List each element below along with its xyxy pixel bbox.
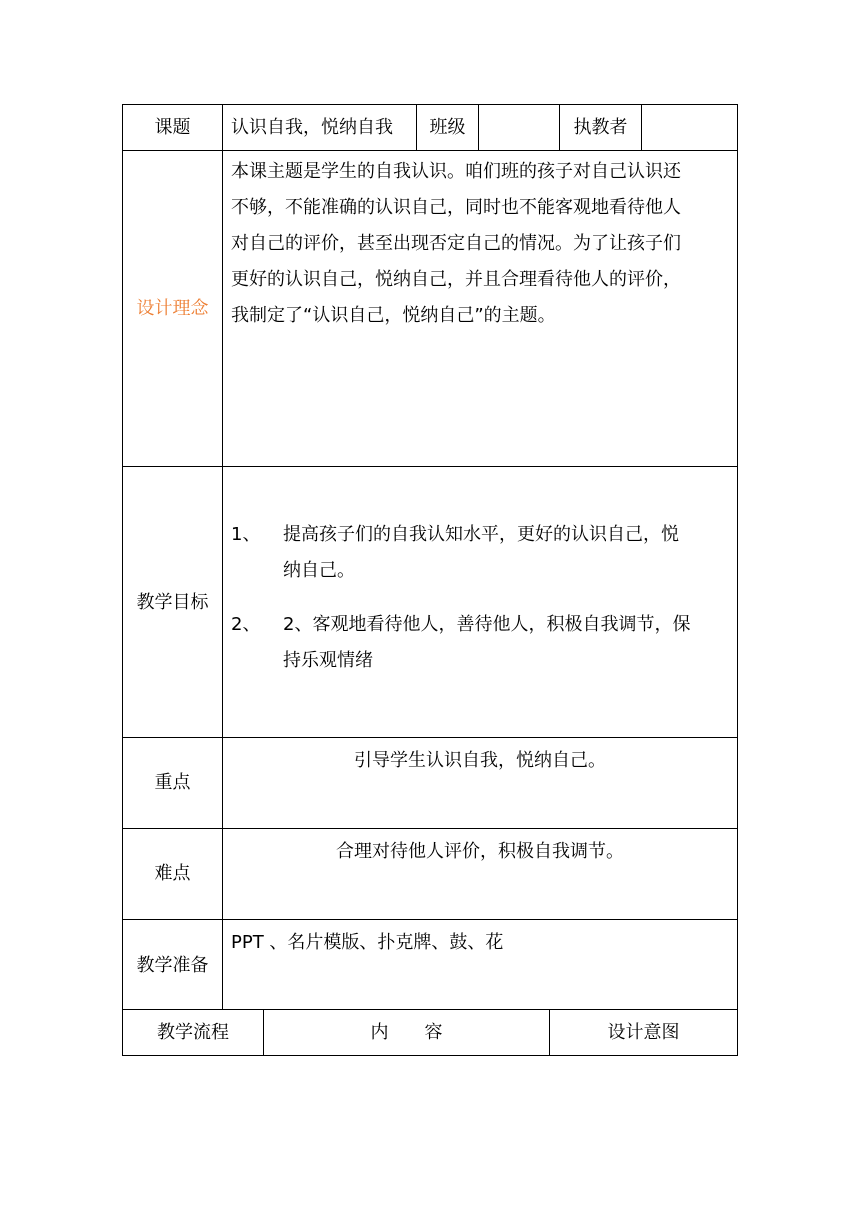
difficulty-label: 难点 [154, 863, 191, 884]
row-divider [122, 737, 738, 738]
goal-marker-1: 1、 [231, 524, 261, 545]
row-divider [122, 1009, 738, 1010]
goal-item-1 [283, 517, 679, 589]
goal-line: 纳自己。 [283, 560, 355, 581]
table-border-left [122, 104, 123, 1056]
row-divider [122, 828, 738, 829]
process-col-label: 教学流程 [157, 1022, 229, 1043]
key-point-value: 引导学生认识自我，悦纳自己。 [354, 750, 606, 771]
intent-col-label: 设计意图 [607, 1022, 680, 1043]
table-border-top [122, 104, 738, 105]
concept-line: 我制定了“认识自己，悦纳自己”的主题。 [231, 305, 556, 326]
preparation-value: PPT 、名片模版、扑克牌、鼓、花 [231, 932, 504, 953]
goal-item-2 [283, 607, 690, 679]
row-divider [122, 919, 738, 920]
table-border-bottom [122, 1055, 738, 1056]
teacher-label: 执教者 [573, 117, 628, 138]
concept-line: 不够，不能准确的认识自己，同时也不能客观地看待他人 [231, 197, 681, 218]
class-label: 班级 [429, 117, 466, 138]
concept-line: 本课主题是学生的自我认识。咱们班的孩子对自己认识还 [231, 161, 681, 182]
design-concept-label: 设计理念 [136, 298, 209, 319]
preparation-label: 教学准备 [136, 955, 209, 976]
design-concept-text [231, 154, 681, 334]
goal-marker-2: 2、 [231, 614, 261, 635]
row-divider [122, 150, 738, 151]
topic-value: 认识自我，悦纳自我 [231, 117, 393, 138]
goal-line: 持乐观情绪 [283, 650, 373, 671]
concept-line: 更好的认识自己，悦纳自己，并且合理看待他人的评价， [231, 269, 681, 290]
teaching-goals-label: 教学目标 [136, 592, 209, 613]
concept-line: 对自己的评价，甚至出现否定自己的情况。为了让孩子们 [231, 233, 681, 254]
header-col-divider [641, 104, 642, 151]
key-point-label: 重点 [154, 772, 191, 793]
header-col-divider [478, 104, 479, 151]
row-divider [122, 466, 738, 467]
label-column-divider [222, 104, 223, 1010]
content-col-label: 内 容 [370, 1022, 443, 1043]
goal-line: 2、客观地看待他人，善待他人，积极自我调节，保 [283, 614, 691, 635]
table-border-right [737, 104, 738, 1056]
topic-label: 课题 [154, 117, 191, 138]
difficulty-value: 合理对待他人评价，积极自我调节。 [336, 841, 624, 862]
goal-line: 提高孩子们的自我认知水平，更好的认识自己，悦 [283, 524, 679, 545]
